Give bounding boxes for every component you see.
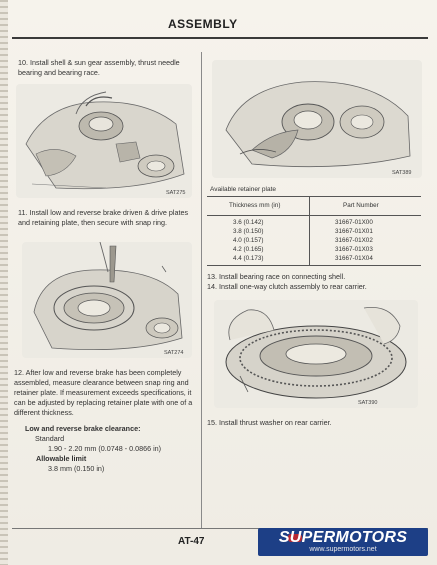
figure-code: SAT274 (164, 350, 184, 356)
table-cell: 31667-01X01 (335, 228, 373, 235)
page-title: ASSEMBLY (168, 17, 238, 31)
header-rule (12, 37, 428, 39)
figure-sat274 (22, 242, 192, 358)
table-cell: 4.4 (0.173) (233, 255, 264, 262)
step-12-text: 12. After low and reverse brake has been completely assembled, measure clearance between snap ring and retainer plate. If measurement exceeds specifications, it can be adjusted by replacing retainer plate with one of a different thickness. (14, 368, 193, 417)
table-header: Thickness mm (in) (229, 202, 281, 209)
spec-limit-value: 3.8 mm (0.150 in) (48, 464, 105, 473)
watermark-logo (258, 528, 428, 556)
figure-code: SAT389 (392, 170, 412, 176)
table-cell: 31667-01X04 (335, 255, 373, 262)
table-cell: 31667-01X03 (335, 246, 373, 253)
sun-gear-illustration (16, 84, 192, 198)
table-cell: 4.2 (0.165) (233, 246, 264, 253)
one-way-clutch-illustration (214, 300, 418, 408)
figure-code: SAT390 (358, 400, 378, 406)
figure-code: SAT275 (166, 190, 186, 196)
table-cell: 31667-01X02 (335, 237, 373, 244)
figure-sat389 (212, 60, 422, 178)
spec-limit-label: Allowable limit (36, 454, 87, 463)
step-13-text: 13. Install bearing race on connecting shell. (207, 272, 346, 281)
table-column-rule (309, 197, 310, 265)
figure-sat390 (214, 300, 418, 408)
binding-edge (0, 0, 8, 565)
table-header: Part Number (343, 202, 379, 209)
watermark-brand: SUPERMOTORS (278, 529, 408, 546)
spec-standard-label: Standard (35, 434, 65, 443)
table-cell: 3.6 (0.142) (233, 219, 264, 226)
watermark-url: www.supermotors.net (309, 546, 377, 553)
step-11-text: 11. Install low and reverse brake driven & drive plates and retaining plate, then secure with snap ring. (18, 208, 189, 227)
step-10-text: 10. Install shell & sun gear assembly, thrust needle bearing and bearing race. (18, 58, 180, 77)
step-15-text: 15. Install thrust washer on rear carrier. (207, 418, 332, 427)
table-cell: 4.0 (0.157) (233, 237, 264, 244)
table-cell: 3.8 (0.150) (233, 228, 264, 235)
step-14-text: 14. Install one-way clutch assembly to rear carrier. (207, 282, 367, 291)
bearing-race-illustration (212, 60, 422, 178)
spec-title: Low and reverse brake clearance: (25, 424, 141, 433)
brake-plate-illustration (22, 242, 192, 358)
column-divider (201, 52, 202, 528)
retainer-plate-table (207, 196, 421, 266)
table-cell: 31667-01X00 (335, 219, 373, 226)
figure-sat275 (16, 84, 192, 198)
table-header-rule (207, 215, 421, 216)
spec-standard-value: 1.90 - 2.20 mm (0.0748 - 0.0866 in) (48, 444, 162, 453)
page-number: AT-47 (178, 536, 205, 547)
table-title: Available retainer plate (210, 186, 277, 193)
